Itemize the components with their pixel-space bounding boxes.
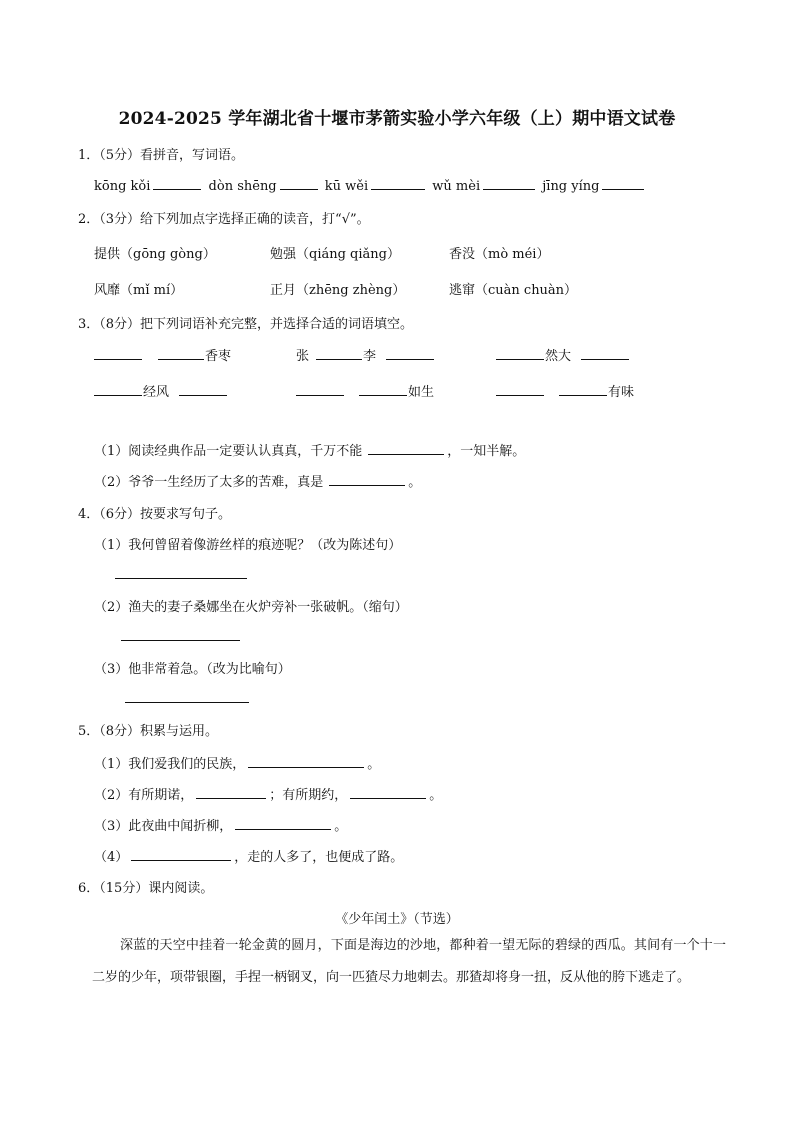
answer-blank[interactable]: [296, 395, 344, 396]
reading-option[interactable]: 提供（gōng gòng）: [94, 247, 216, 262]
fill-sentence-1: （1）阅读经典作品一定要认认真真，千万不能 ，一知半解。: [94, 444, 526, 459]
idiom-part: 李: [363, 349, 377, 364]
pinyin-1: kōng kǒi: [94, 179, 151, 194]
answer-blank[interactable]: [196, 786, 266, 799]
answer-blank[interactable]: [368, 442, 444, 455]
idiom-part: 经风: [143, 385, 170, 400]
recite-line-4: （4） ，走的人多了，也便成了路。: [94, 850, 404, 865]
idiom-part: 张: [296, 349, 310, 364]
recite-line-3: （3）此夜曲中闻折柳， 。: [94, 819, 348, 834]
passage-title: 《少年闰土》（节选）: [335, 912, 459, 927]
answer-blank[interactable]: [248, 755, 364, 768]
answer-line[interactable]: [115, 578, 247, 579]
idiom-part: 香枣: [205, 349, 232, 364]
answer-line[interactable]: [125, 702, 249, 703]
answer-blank[interactable]: [179, 395, 227, 396]
answer-blank[interactable]: [158, 359, 204, 360]
pinyin-3: kū wěi: [324, 179, 369, 194]
reading-option[interactable]: 勉强（qiáng qiǎng）: [270, 247, 400, 262]
answer-blank[interactable]: [559, 395, 607, 396]
answer-line[interactable]: [121, 640, 240, 641]
reading-option[interactable]: 风靡（mǐ mí）: [94, 283, 184, 298]
answer-blank[interactable]: [235, 817, 331, 830]
answer-blank[interactable]: [131, 848, 231, 861]
answer-blank[interactable]: [602, 177, 644, 190]
recite-line-2: （2）有所期诺， ；有所期约， 。: [94, 788, 443, 803]
question-2-heading: 2．（3分）给下列加点字选择正确的读音，打“√”。: [78, 212, 370, 227]
question-1-heading: 1．（5分）看拼音，写词语。: [78, 148, 245, 163]
answer-blank[interactable]: [496, 359, 544, 360]
pinyin-4: wǔ mèi: [432, 179, 481, 194]
recite-line-1: （1）我们爱我们的民族， 。: [94, 757, 381, 772]
pinyin-2: dòn shēng: [208, 179, 277, 194]
reading-passage: 深蓝的天空中挂着一轮金黄的圆月，下面是海边的沙地，都种着一望无际的碧绿的西瓜。其间有一个十一二岁的少年，项带银圈，手捏一柄钢叉，向一匹猹尽力地刺去。那猹却将身一扭，反从他的胯下逃走了。: [92, 938, 726, 985]
answer-blank[interactable]: [581, 359, 629, 360]
answer-blank[interactable]: [371, 177, 425, 190]
answer-blank[interactable]: [350, 786, 426, 799]
answer-blank[interactable]: [94, 395, 142, 396]
pinyin-5: jīng yíng: [542, 179, 600, 194]
idiom-part: 如生: [408, 385, 435, 400]
question-5-heading: 5．（8分）积累与运用。: [78, 724, 219, 739]
answer-blank[interactable]: [280, 177, 318, 190]
answer-blank[interactable]: [483, 177, 535, 190]
pinyin-row: [94, 177, 647, 194]
question-6-heading: 6．（15分）课内阅读。: [78, 881, 214, 896]
answer-blank[interactable]: [316, 359, 362, 360]
idiom-part: 有味: [608, 385, 635, 400]
sentence-task-2: （2）渔夫的妻子桑娜坐在火炉旁补一张破帆。（缩句）: [94, 600, 408, 615]
idiom-part: 然大: [545, 349, 572, 364]
sentence-task-1: （1）我何曾留着像游丝样的痕迹呢？（改为陈述句）: [94, 538, 402, 553]
question-4-heading: 4．（6分）按要求写句子。: [78, 507, 232, 522]
page-title: 2024-2025 学年湖北省十堰市茅箭实验小学六年级（上）期中语文试卷: [118, 109, 676, 129]
fill-sentence-2: （2）爷爷一生经历了太多的苦难，真是 。: [94, 475, 422, 490]
answer-blank[interactable]: [153, 177, 201, 190]
answer-blank[interactable]: [329, 473, 405, 486]
question-3-heading: 3．（8分）把下列词语补充完整，并选择合适的词语填空。: [78, 317, 414, 332]
reading-option[interactable]: 香没（mò méi）: [449, 247, 550, 262]
sentence-task-3: （3）他非常着急。（改为比喻句）: [94, 662, 291, 677]
answer-blank[interactable]: [386, 359, 434, 360]
answer-blank[interactable]: [94, 359, 142, 360]
answer-blank[interactable]: [359, 395, 407, 396]
answer-blank[interactable]: [496, 395, 544, 396]
reading-option[interactable]: 逃窜（cuàn chuàn）: [449, 283, 578, 298]
reading-option[interactable]: 正月（zhēng zhèng）: [270, 283, 406, 298]
